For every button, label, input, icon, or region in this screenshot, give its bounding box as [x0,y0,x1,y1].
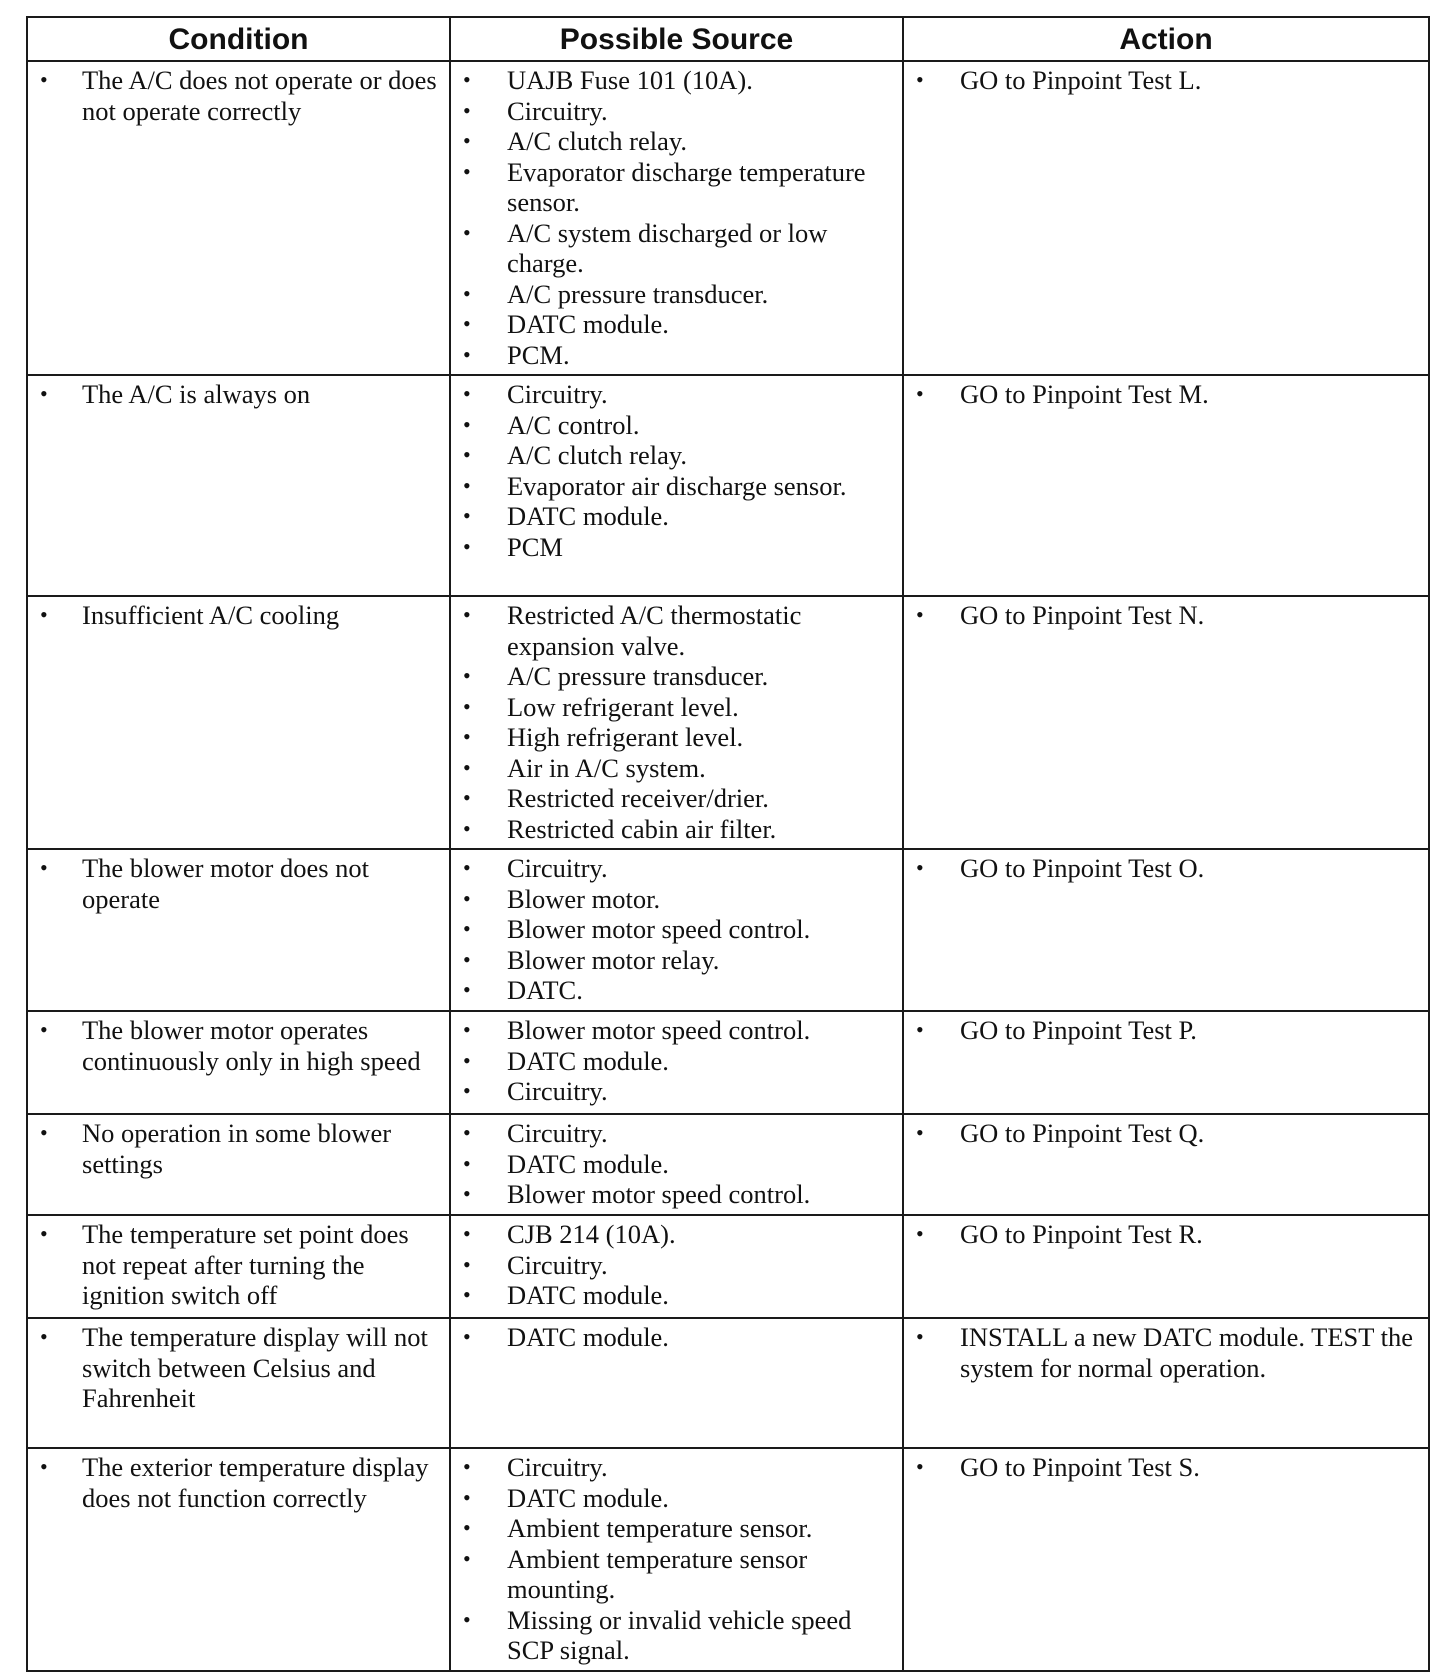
source-item: • Blower motor. [451,884,894,915]
condition-text: • The A/C does not operate or does not operate correctly [28,65,441,126]
table-header [27,17,1429,61]
source-cell [450,1215,903,1318]
action-cell [903,375,1429,596]
source-item: • Evaporator discharge temperature sensor. [451,157,894,218]
action-cell [903,1215,1429,1318]
source-item: • Low refrigerant level. [451,692,894,723]
diagnostic-table [26,16,1430,1672]
source-item: • A/C pressure transducer. [451,279,894,310]
action-cell [903,849,1429,1011]
source-item: • Air in A/C system. [451,753,894,784]
source-item: • DATC module. [451,1046,894,1077]
source-item: • Circuitry. [451,96,894,127]
condition-cell [27,1114,450,1215]
table-row [27,1215,1429,1318]
source-item: • A/C control. [451,410,894,441]
source-item: • Blower motor speed control. [451,914,894,945]
source-item: • Blower motor speed control. [451,1179,894,1210]
source-item: • Circuitry. [451,1250,894,1281]
source-item: • Ambient temperature sensor mounting. [451,1544,894,1605]
source-cell [450,1011,903,1114]
condition-cell [27,375,450,596]
header-row [27,17,1429,61]
header-action: Action [903,17,1429,61]
action-cell [903,596,1429,849]
source-item: • High refrigerant level. [451,722,894,753]
table-row [27,849,1429,1011]
source-item: • Blower motor speed control. [451,1015,894,1046]
condition-cell [27,1448,450,1671]
table-row [27,1448,1429,1671]
condition-text: • The temperature display will not switch between Celsius and Fahrenheit [28,1322,441,1414]
action-text: • GO to Pinpoint Test Q. [904,1118,1420,1149]
source-item: • DATC module. [451,501,894,532]
header-condition: Condition [27,17,450,61]
action-cell [903,1318,1429,1448]
source-item: • DATC module. [451,1280,894,1311]
condition-cell [27,849,450,1011]
source-item: • A/C clutch relay. [451,440,894,471]
table-row [27,1011,1429,1114]
condition-text: • The A/C is always on [28,379,441,410]
source-item: • Circuitry. [451,1118,894,1149]
source-item: • Restricted cabin air filter. [451,814,894,845]
table-row [27,1318,1429,1448]
source-item: • Circuitry. [451,379,894,410]
source-item: • A/C clutch relay. [451,126,894,157]
source-cell [450,1318,903,1448]
condition-text: • The exterior temperature display does not function correctly [28,1452,441,1513]
source-item: • UAJB Fuse 101 (10A). [451,65,894,96]
source-item: • A/C pressure transducer. [451,661,894,692]
condition-text: • Insufficient A/C cooling [28,600,441,631]
source-item: • Circuitry. [451,1076,894,1107]
source-item: • Blower motor relay. [451,945,894,976]
source-item: • DATC module. [451,1483,894,1514]
table-body [27,61,1429,1671]
condition-cell [27,596,450,849]
source-item: • Ambient temperature sensor. [451,1513,894,1544]
source-item: • CJB 214 (10A). [451,1219,894,1250]
source-cell [450,849,903,1011]
source-item: • DATC module. [451,1322,894,1353]
header-possible-source: Possible Source [450,17,903,61]
condition-text: • The blower motor does not operate [28,853,441,914]
table-row [27,375,1429,596]
source-item: • DATC module. [451,1149,894,1180]
action-cell [903,1114,1429,1215]
condition-text: • No operation in some blower settings [28,1118,441,1179]
action-text: • GO to Pinpoint Test M. [904,379,1420,410]
action-text: • INSTALL a new DATC module. TEST the system for normal operation. [904,1322,1420,1383]
action-text: • GO to Pinpoint Test R. [904,1219,1420,1250]
source-item: • PCM. [451,340,894,371]
condition-cell [27,1011,450,1114]
source-item: • PCM [451,532,894,563]
source-item: • Restricted receiver/drier. [451,783,894,814]
condition-cell [27,1215,450,1318]
source-item: • Circuitry. [451,853,894,884]
action-text: • GO to Pinpoint Test S. [904,1452,1420,1483]
source-item: • Circuitry. [451,1452,894,1483]
source-cell [450,1114,903,1215]
action-text: • GO to Pinpoint Test O. [904,853,1420,884]
source-cell [450,596,903,849]
action-cell [903,1448,1429,1671]
action-text: • GO to Pinpoint Test P. [904,1015,1420,1046]
table-row [27,1114,1429,1215]
condition-cell [27,1318,450,1448]
condition-text: • The temperature set point does not repeat after turning the ignition switch off [28,1219,441,1311]
action-text: • GO to Pinpoint Test L. [904,65,1420,96]
source-cell [450,375,903,596]
condition-cell [27,61,450,375]
source-item: • A/C system discharged or low charge. [451,218,894,279]
table-row [27,596,1429,849]
source-item: • DATC. [451,975,894,1006]
source-item: • Missing or invalid vehicle speed SCP signal. [451,1605,894,1666]
action-cell [903,61,1429,375]
condition-text: • The blower motor operates continuously only in high speed [28,1015,441,1076]
source-cell [450,1448,903,1671]
action-cell [903,1011,1429,1114]
source-item: • Restricted A/C thermostatic expansion valve. [451,600,894,661]
table-row [27,61,1429,375]
source-cell [450,61,903,375]
source-item: • Evaporator air discharge sensor. [451,471,894,502]
source-item: • DATC module. [451,309,894,340]
action-text: • GO to Pinpoint Test N. [904,600,1420,631]
